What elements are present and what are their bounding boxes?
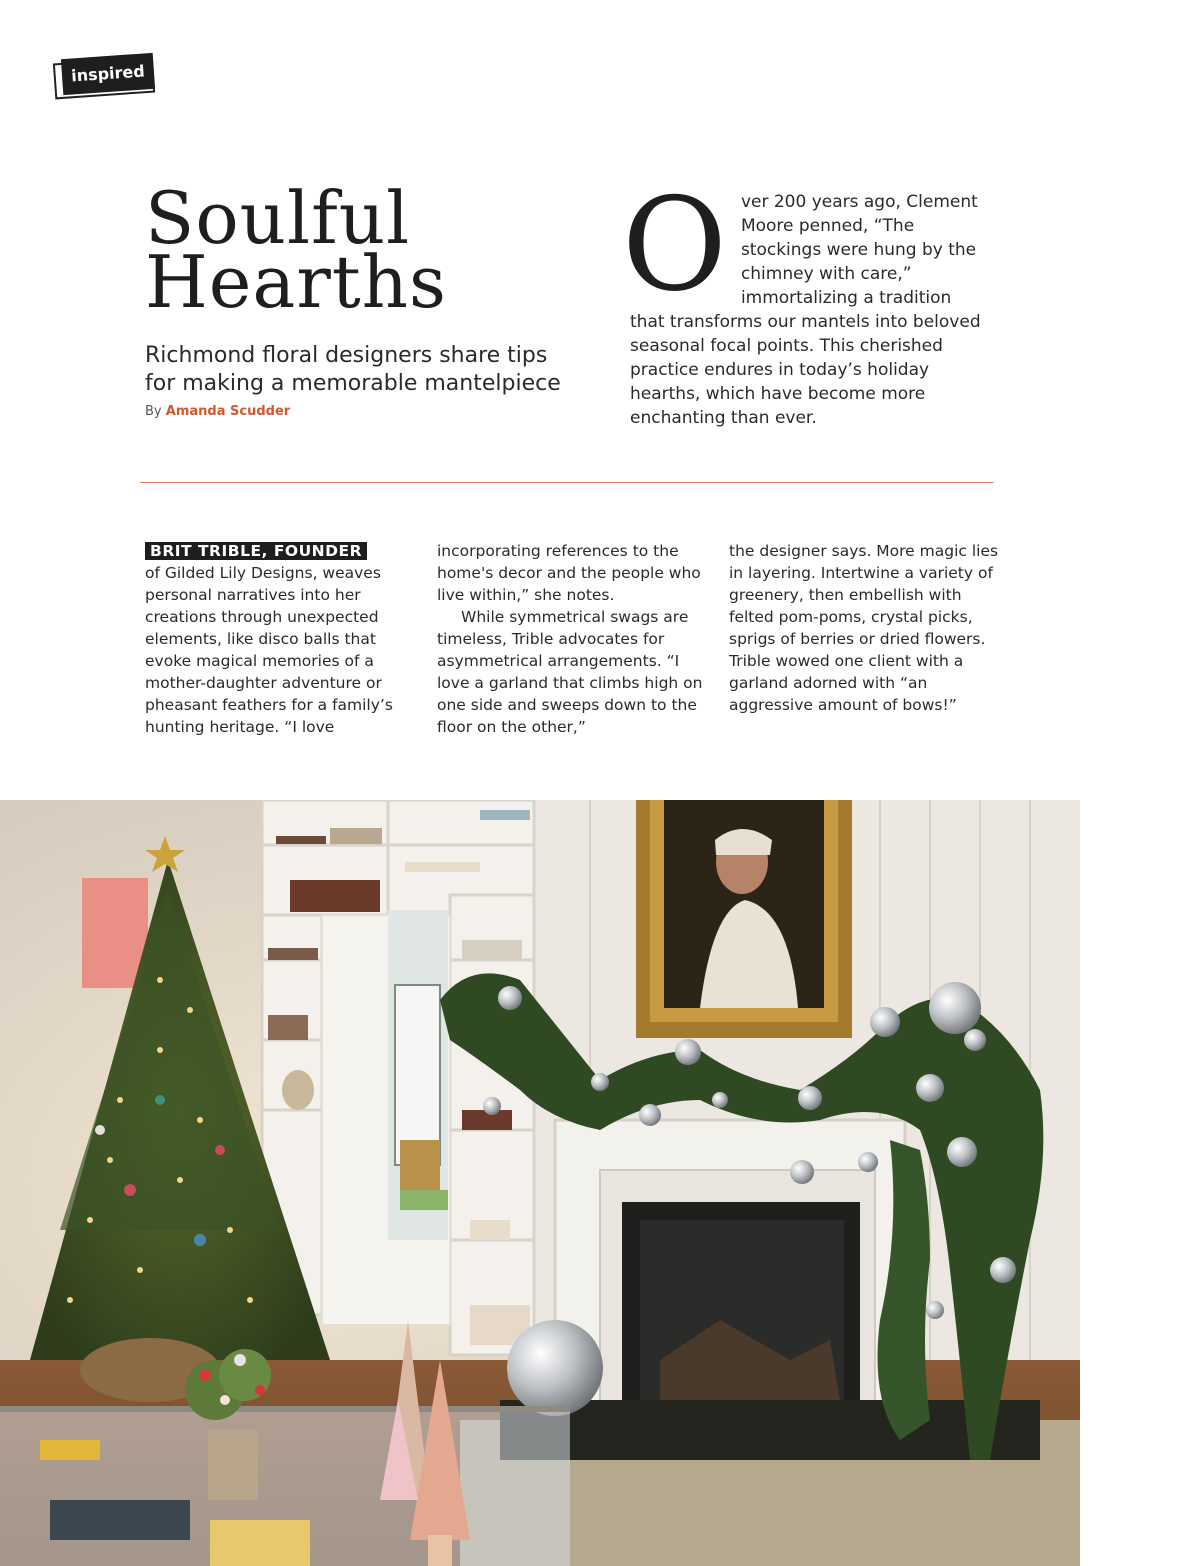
lead-in: BRIT TRIBLE, FOUNDER bbox=[145, 542, 367, 560]
headline-line-1: Soulful bbox=[145, 176, 411, 260]
deck-text: Richmond floral designers share tips for making a memorable mantelpiece bbox=[145, 343, 561, 396]
body-col2-p2: While symmetrical swags are timeless, Trible advocates for asymmetrical arrangements. “I love a garland that climbs high on one side and sweeps down to the floor on the other,” bbox=[437, 608, 703, 736]
drop-cap: O bbox=[622, 171, 727, 320]
intro-text: ver 200 years ago, Clement Moore penned, “The stockings were hung by the chimney with care,” immortalizing a tradition that transforms our mantels into beloved seasonal focal points. This cherished practice endures in today’s holiday hearths, which have become more enchanting than ever. bbox=[630, 192, 981, 428]
living-room-illustration bbox=[0, 800, 1080, 1566]
mantel-photo bbox=[0, 800, 1080, 1566]
coffee-table bbox=[0, 1406, 570, 1566]
headline-line-2: Hearths bbox=[145, 240, 447, 324]
intro-paragraph bbox=[622, 171, 990, 430]
section-tag-label: inspired bbox=[61, 53, 155, 95]
body-col2-p1: incorporating references to the home's decor and the people who live within,” she notes. bbox=[437, 542, 701, 604]
body-col1-text: of Gilded Lily Designs, weaves personal narratives into her creations through unexpected elements, like disco balls that evoke magical memories of a mother-daughter adventure or pheasant feathers for a family’s hunting heritage. “I love bbox=[145, 564, 393, 736]
body-column-1 bbox=[145, 540, 415, 738]
deck bbox=[145, 342, 565, 426]
byline bbox=[145, 404, 290, 419]
headline bbox=[145, 176, 565, 324]
section-tag bbox=[52, 54, 158, 102]
body-col3-text: the designer says. More magic lies in layering. Intertwine a variety of greenery, then embellish with felted pom-poms, crystal picks, sprigs of berries or dried flowers. Trible wowed one client with a garland adorned with “an aggressive amount of bows!” bbox=[729, 542, 999, 714]
portrait-painting bbox=[636, 800, 852, 1038]
byline-prefix: By bbox=[145, 404, 162, 419]
divider-rule bbox=[140, 482, 994, 483]
body-column-2 bbox=[437, 540, 707, 738]
body-column-3 bbox=[729, 540, 999, 716]
byline-author[interactable]: Amanda Scudder bbox=[165, 404, 291, 419]
